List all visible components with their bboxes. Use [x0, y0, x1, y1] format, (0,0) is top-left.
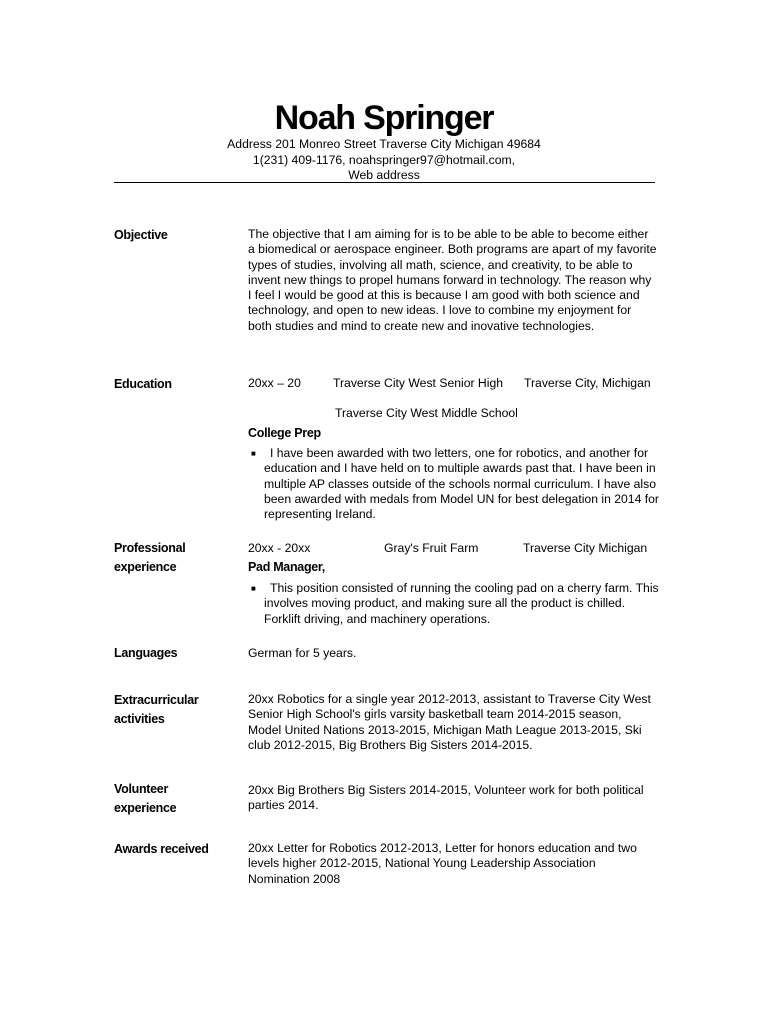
awards-text: 20xx Letter for Robotics 2012-2013, Letter for honors education and two levels higher 2012-2015, National Young Leadership Association Nomination 2008	[248, 841, 637, 886]
volunteer-label-line1: Volunteer	[114, 782, 169, 796]
education-school: Traverse City West Senior High	[333, 376, 503, 390]
awards-label: Awards received	[114, 842, 209, 856]
bullet-icon: ■	[251, 449, 256, 458]
languages-text: German for 5 years.	[248, 646, 357, 660]
education-dates: 20xx – 20	[248, 376, 301, 390]
objective-text: The objective that I am aiming for is to be able to be able to become either a biomedical or aerospace engineer. Both programs are apart of my favorite types of studies, involving all math, science, and creativity, to be able to invent new things to propel humans forward in technology. The reason why I feel I would be good at this is because I am good with both science and technology, and open to new ideas. I love to combine my enjoyment for both studies and mind to create new and inovative technologies.	[248, 227, 657, 333]
address-line: Address 201 Monreo Street Traverse City Michigan 49684	[227, 137, 541, 151]
bullet-icon: ■	[251, 584, 256, 593]
web-address-line: Web address	[348, 168, 420, 182]
extracurricular-label-line2: activities	[114, 712, 165, 726]
phone-email-line: 1(231) 409-1176, noahspringer97@hotmail.com,	[252, 152, 516, 167]
education-school-2: Traverse City West Middle School	[335, 406, 518, 420]
extracurricular-label-line1: Extracurricular	[114, 693, 199, 707]
professional-position: Pad Manager,	[248, 560, 325, 574]
resume-name: Noah Springer	[274, 99, 494, 137]
extracurricular-text: 20xx Robotics for a single year 2012-2013, assistant to Traverse City West Senior High School's girls varsity basketball team 2014-2015 season, Model United Nations 2013-2015, Michigan Math League 2013-2015, Ski club 2012-2015, Big Brothers Big Sisters 2014-2015.	[248, 692, 651, 752]
education-bullet-text: I have been awarded with two letters, one for robotics, and another for education and I have held on to multiple awards past that. I have been in multiple AP classes outside of the schools normal curriculum. I have also been awarded with medals from Model UN for best delegation in 2014 for representing Ireland.	[264, 446, 659, 522]
objective-label: Objective	[114, 228, 168, 242]
languages-label: Languages	[114, 646, 178, 660]
header-divider	[114, 182, 655, 183]
professional-location: Traverse City Michigan	[523, 541, 648, 555]
volunteer-label-line2: experience	[114, 801, 177, 815]
volunteer-text: 20xx Big Brothers Big Sisters 2014-2015, Volunteer work for both political parties 2014.	[248, 783, 644, 813]
professional-dates: 20xx - 20xx	[248, 541, 311, 555]
professional-bullet-text: This position consisted of running the cooling pad on a cherry farm. This involves moving product, and making sure all the product is chilled. Forklift driving, and machinery operations.	[264, 581, 659, 626]
professional-label-line1: Professional	[114, 541, 186, 555]
professional-label-line2: experience	[114, 560, 177, 574]
education-program: College Prep	[248, 426, 321, 440]
contact-block	[0, 137, 768, 184]
education-label: Education	[114, 377, 172, 391]
professional-employer: Gray's Fruit Farm	[384, 541, 479, 555]
education-location: Traverse City, Michigan	[524, 376, 651, 390]
